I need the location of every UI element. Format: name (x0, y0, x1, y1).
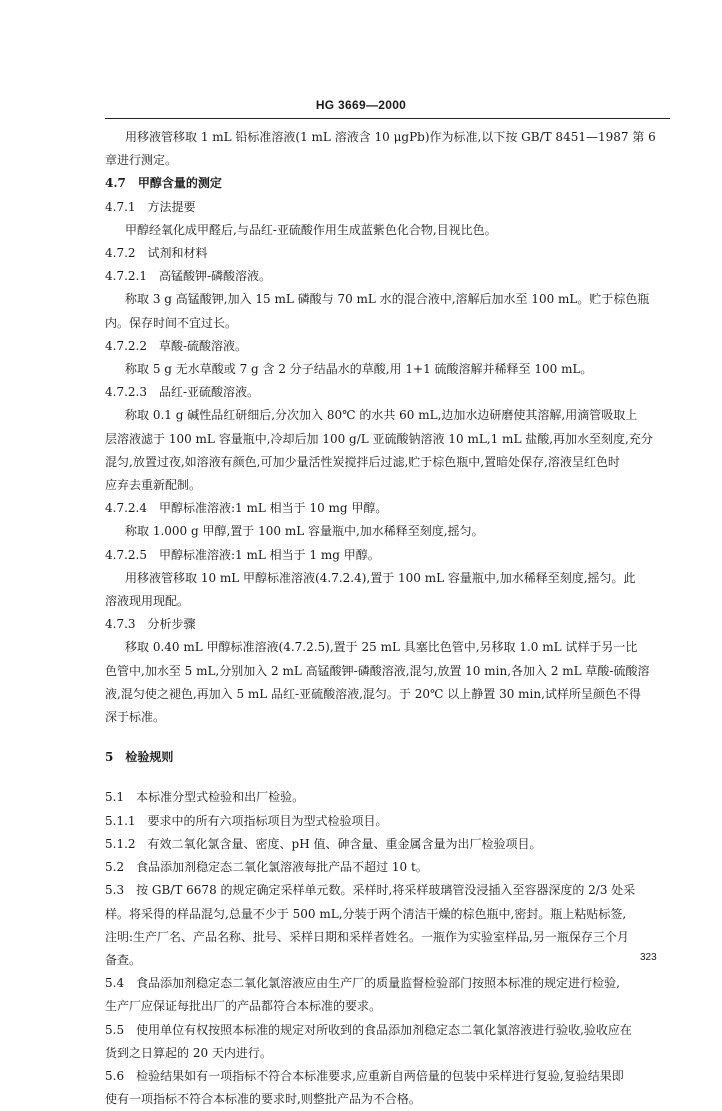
text-line: 使有一项指标不符合本标准的要求时,则整批产品为不合格。 (105, 1092, 421, 1107)
document-body (105, 126, 675, 1111)
text-line: 应弃去重新配制。 (105, 478, 202, 493)
text-line: 样。将采得的样品混匀,总量不少于 500 mL,分装于两个清洁干燥的棕色瓶中,密封。瓶上粘贴标签, (105, 906, 627, 921)
text-line: 混匀,放置过夜,如溶液有颜色,可加少量活性炭搅拌后过滤,贮于棕色瓶中,置暗处保存,溶液呈红色时 (105, 454, 620, 469)
text-line: 称取 5 g 无水草酸或 7 g 含 2 分子结晶水的草酸,用 1+1 硫酸溶解并稀释至 100 mL。 (125, 362, 593, 377)
text-line: 深于标准。 (105, 710, 166, 725)
text-line: 称取 3 g 高锰酸钾,加入 15 mL 磷酸与 70 mL 水的混合液中,溶解后加水至 100 mL。贮于棕色瓶 (125, 292, 650, 307)
page-number: 323 (640, 952, 657, 963)
text-line: 生产厂应保证每批出厂的产品都符合本标准的要求。 (105, 999, 382, 1014)
clause-line: 5.6 检验结果如有一项指标不符合本标准要求,应重新自两倍量的包装中采样进行复验,复验结果即 (105, 1068, 624, 1083)
clause-line: 5.4 食品添加剂稳定态二氧化氯溶液应由生产厂的质量监督检验部门按照本标准的规定进行检验, (105, 976, 620, 991)
clause-line: 5.1 本标准分型式检验和出厂检验。 (105, 790, 305, 805)
text-line: 章进行测定。 (105, 153, 178, 168)
section-spacer (105, 729, 675, 746)
subsection-heading: 4.7.2.2 草酸-硫酸溶液。 (105, 338, 248, 353)
text-line: 色管中,加水至 5 mL,分别加入 2 mL 高锰酸钾-磷酸溶液,混匀,放置 10 min,各加入 2 mL 草酸-硫酸溶 (105, 663, 650, 678)
section-heading-4-7: 4.7 甲醇含量的测定 (105, 176, 222, 191)
section-spacer (105, 769, 675, 786)
text-line: 内。保存时间不宜过长。 (105, 315, 238, 330)
subsection-heading: 4.7.2 试剂和材料 (105, 246, 208, 261)
subsection-heading: 4.7.2.3 品红-亚硫酸溶液。 (105, 385, 260, 400)
standard-code-header: HG 3669—2000 (315, 98, 407, 112)
clause-line: 5.2 食品添加剂稳定态二氧化氯溶液每批产品不超过 10 t。 (105, 860, 428, 875)
text-line: 注明:生产厂名、产品名称、批号、采样日期和采样者姓名。一瓶作为实验室样品,另一瓶保存三个月 (105, 929, 629, 944)
clause-line: 5.1.2 有效二氧化氯含量、密度、pH 值、砷含量、重金属含量为出厂检验项目。 (105, 836, 542, 851)
text-line: 甲醇经氧化成甲醛后,与品红-亚硫酸作用生成蓝紫色化合物,目视比色。 (125, 222, 497, 237)
clause-line: 5.3 按 GB/T 6678 的规定确定采样单元数。采样时,将采样玻璃管没浸插入至容器深度的 2/3 处采 (105, 883, 636, 898)
text-line: 称取 0.1 g 碱性品红研细后,分次加入 80℃ 的水共 60 mL,边加水边研磨使其溶解,用滴管吸取上 (125, 408, 638, 423)
subsection-heading: 4.7.2.4 甲醇标准溶液:1 mL 相当于 10 mg 甲醇。 (105, 501, 388, 516)
text-line: 溶液现用现配。 (105, 594, 190, 609)
text-line: 层溶液滤于 100 mL 容量瓶中,冷却后加 100 g/L 亚硫酸钠溶液 10 mL,1 mL 盐酸,再加水至刻度,充分 (105, 431, 653, 446)
text-line: 用移液管移取 10 mL 甲醇标准溶液(4.7.2.4),置于 100 mL 容量瓶中,加水稀释至刻度,摇匀。此 (125, 570, 636, 585)
text-line: 移取 0.40 mL 甲醇标准溶液(4.7.2.5),置于 25 mL 具塞比色管中,另移取 1.0 mL 试样于另一比 (125, 640, 638, 655)
header-rule (105, 118, 670, 119)
clause-line: 5.1.1 要求中的所有六项指标项目为型式检验项目。 (105, 813, 388, 828)
text-line: 用移液管移取 1 mL 铅标准溶液(1 mL 溶液含 10 μgPb)作为标准,以下按 GB/T 8451—1987 第 6 (125, 130, 656, 144)
text-line: 货到之日算起的 20 天内进行。 (105, 1045, 272, 1060)
section-heading-5: 5 检验规则 (105, 750, 174, 765)
subsection-heading: 4.7.1 方法提要 (105, 199, 196, 214)
subsection-heading: 4.7.2.1 高锰酸钾-磷酸溶液。 (105, 269, 272, 284)
clause-line: 5.5 使用单位有权按照本标准的规定对所收到的食品添加剂稳定态二氧化氯溶液进行验收,验收应在 (105, 1022, 632, 1037)
text-line: 液,混匀使之褪色,再加入 5 mL 品红-亚硫酸溶液,混匀。于 20℃ 以上静置 30 min,试样所呈颜色不得 (105, 686, 641, 701)
text-line: 备查。 (105, 952, 142, 967)
text-line: 称取 1.000 g 甲醇,置于 100 mL 容量瓶中,加水稀释至刻度,摇匀。 (125, 524, 484, 539)
subsection-heading: 4.7.3 分析步骤 (105, 617, 196, 632)
subsection-heading: 4.7.2.5 甲醇标准溶液:1 mL 相当于 1 mg 甲醇。 (105, 547, 380, 562)
